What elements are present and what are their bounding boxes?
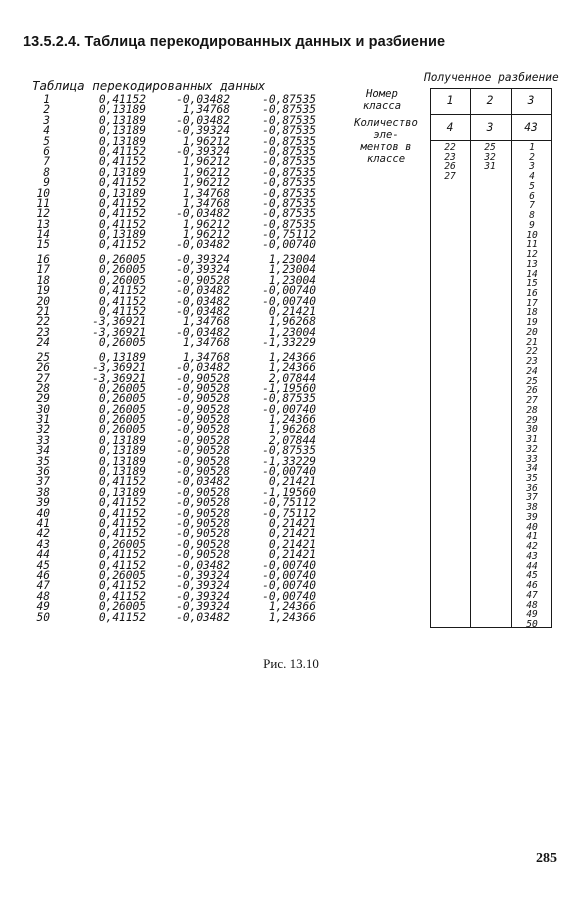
value-2: -0,03482 [176, 361, 230, 375]
class-member: 13 [526, 258, 538, 270]
value-3: 1,24366 [268, 350, 316, 364]
value-3: 1,24366 [268, 610, 316, 624]
value-2: -0,03482 [176, 305, 230, 318]
row-number: 7 [43, 155, 50, 169]
class-member: 37 [526, 492, 538, 504]
class-member: 6 [529, 190, 535, 202]
value-1: -3,36921 [92, 361, 146, 375]
class-member: 2 [529, 151, 535, 163]
class-2-count: 3 [486, 121, 494, 134]
class-member: 45 [526, 570, 538, 582]
value-3: -0,00740 [262, 589, 316, 603]
value-3: 1,24366 [268, 413, 316, 427]
value-3: -0,87535 [262, 113, 316, 127]
value-3: -0,87535 [262, 144, 316, 158]
value-1: 0,41152 [98, 207, 146, 221]
class-member: 32 [526, 443, 538, 455]
value-2: 1,34768 [182, 196, 230, 210]
class-member: 19 [526, 317, 538, 329]
row-number: 23 [36, 325, 50, 339]
figure-caption: Рис. 13.10 [263, 656, 319, 671]
value-2: -0,90528 [176, 517, 230, 530]
row-number: 50 [36, 610, 50, 624]
class-member: 39 [526, 511, 538, 523]
value-1: 0,41152 [98, 176, 146, 190]
class-member: 47 [526, 589, 538, 601]
partition-title: Полученное разбиение [424, 71, 559, 84]
class-member: 49 [526, 609, 538, 621]
value-2: -0,90528 [176, 485, 230, 499]
row-number: 28 [36, 381, 50, 395]
row-number: 8 [43, 165, 50, 179]
row-number: 40 [36, 506, 50, 520]
row-number: 38 [36, 485, 50, 499]
class-member: 26 [526, 385, 538, 397]
value-2: -0,90528 [176, 413, 230, 427]
value-2: -0,90528 [176, 433, 230, 447]
value-1: 0,41152 [98, 496, 146, 510]
value-2: -0,90528 [176, 381, 230, 395]
class-number-label [352, 88, 412, 112]
value-2: -0,03482 [176, 238, 230, 252]
value-1: 0,41152 [98, 217, 146, 231]
value-3: -0,87535 [262, 134, 316, 148]
class-member: 27 [526, 395, 538, 407]
value-3: -0,00740 [262, 465, 316, 479]
class-member: 25 [526, 375, 538, 387]
class-3-number: 3 [527, 94, 535, 107]
class-member: 36 [526, 482, 538, 494]
row-number: 11 [36, 196, 50, 210]
row-number: 22 [36, 315, 50, 329]
value-3: -0,75112 [262, 228, 316, 242]
class-1-number: 1 [446, 94, 454, 107]
row-number: 47 [36, 579, 50, 593]
class-member: 18 [526, 307, 538, 319]
row-number: 17 [36, 263, 50, 277]
class-member: 25 [484, 142, 496, 153]
class-2-members [470, 143, 510, 172]
value-1: 0,13189 [98, 485, 146, 499]
value-1: 0,13189 [98, 103, 146, 117]
value-1: 0,26005 [98, 381, 146, 395]
element-count-label-line2: ментов в классе [360, 141, 412, 165]
value-2: -0,90528 [176, 444, 230, 458]
grid-line [430, 140, 552, 141]
element-count-label [339, 117, 433, 165]
row-number: 14 [36, 228, 50, 242]
value-3: -0,87535 [262, 165, 316, 179]
value-2: 1,34768 [182, 336, 230, 350]
value-3: 1,96268 [268, 315, 316, 329]
value-2: -0,90528 [176, 392, 230, 406]
row-number: 4 [43, 124, 50, 138]
value-3: -1,33229 [262, 454, 316, 468]
value-2: -0,39324 [176, 263, 230, 277]
value-1: 0,13189 [98, 350, 146, 364]
value-1: 0,41152 [98, 610, 146, 624]
value-3: -0,87535 [262, 176, 316, 190]
class-member: 4 [529, 171, 535, 183]
value-3: -0,00740 [262, 568, 316, 582]
row-number: 31 [36, 413, 50, 427]
value-3: -0,00740 [262, 284, 316, 298]
table-row [28, 240, 328, 250]
class-member: 23 [526, 356, 538, 368]
value-3: 1,23004 [268, 263, 316, 277]
value-1: -3,36921 [92, 325, 146, 339]
value-1: 0,41152 [98, 93, 146, 106]
value-1: 0,41152 [98, 305, 146, 318]
class-member: 23 [444, 151, 456, 163]
value-1: 0,41152 [98, 144, 146, 158]
class-member: 29 [526, 414, 538, 426]
value-3: 0,21421 [268, 475, 316, 489]
value-1: 0,26005 [98, 600, 146, 614]
row-number: 30 [36, 402, 50, 416]
value-3: -0,00740 [262, 402, 316, 416]
value-2: -0,03482 [176, 284, 230, 298]
row-number: 13 [36, 217, 50, 231]
row-number: 3 [43, 113, 50, 127]
table-row [28, 610, 328, 624]
value-1: 0,13189 [98, 454, 146, 468]
value-2: -0,39324 [176, 589, 230, 603]
row-number: 34 [36, 444, 50, 458]
value-3: -0,75112 [262, 496, 316, 510]
value-3: -0,87535 [262, 124, 316, 138]
value-2: -0,39324 [176, 579, 230, 593]
value-2: 1,96212 [182, 134, 230, 148]
class-member: 34 [526, 463, 538, 475]
value-1: 0,26005 [98, 423, 146, 437]
value-2: 1,34768 [182, 350, 230, 364]
value-2: -0,90528 [176, 423, 230, 437]
value-2: 1,34768 [182, 186, 230, 200]
class-member: 35 [526, 472, 538, 484]
table-row [28, 338, 328, 348]
row-number: 16 [36, 253, 50, 267]
row-number: 48 [36, 589, 50, 603]
value-2: -0,90528 [176, 371, 230, 385]
value-1: 0,41152 [98, 475, 146, 489]
row-number: 37 [36, 475, 50, 489]
value-1: 0,41152 [98, 517, 146, 530]
row-number: 1 [43, 93, 50, 106]
row-number: 19 [36, 284, 50, 298]
value-1: 0,13189 [98, 165, 146, 179]
value-2: 1,96212 [182, 165, 230, 179]
value-3: -1,19560 [262, 485, 316, 499]
class-member: 27 [444, 171, 456, 183]
grid-line [430, 114, 552, 115]
value-2: 1,96212 [182, 155, 230, 169]
value-3: -1,33229 [262, 336, 316, 350]
row-number: 27 [36, 371, 50, 385]
class-member: 48 [526, 599, 538, 611]
value-3: 0,21421 [268, 537, 316, 551]
value-1: 0,41152 [98, 284, 146, 298]
row-number: 10 [36, 186, 50, 200]
class-member: 26 [444, 161, 456, 173]
value-3: -1,19560 [262, 381, 316, 395]
row-number: 32 [36, 423, 50, 437]
value-1: 0,13189 [98, 433, 146, 447]
value-3: -0,87535 [262, 103, 316, 117]
class-member: 8 [529, 210, 535, 222]
value-1: 0,26005 [98, 537, 146, 551]
class-member: 12 [526, 249, 538, 261]
value-2: 1,96212 [182, 228, 230, 242]
value-3: 1,96268 [268, 423, 316, 437]
value-1: 0,41152 [98, 155, 146, 169]
value-3: 1,24366 [268, 361, 316, 375]
value-3: 1,24366 [268, 600, 316, 614]
page-number: 285 [536, 851, 557, 866]
value-1: 0,26005 [98, 336, 146, 350]
row-number: 45 [36, 558, 50, 572]
row-number: 12 [36, 207, 50, 221]
row-number: 6 [43, 144, 50, 158]
value-2: -0,90528 [176, 527, 230, 541]
row-number: 35 [36, 454, 50, 468]
value-3: -0,87535 [262, 444, 316, 458]
value-2: -0,39324 [176, 568, 230, 582]
row-number: 36 [36, 465, 50, 479]
class-member: 38 [526, 502, 538, 514]
value-1: 0,41152 [98, 527, 146, 541]
class-member: 31 [484, 161, 496, 173]
value-3: 1,23004 [268, 273, 316, 287]
row-number: 41 [36, 517, 50, 530]
recoded-data-table [28, 95, 328, 623]
class-member: 9 [529, 219, 535, 231]
value-2: -0,03482 [176, 558, 230, 572]
value-1: 0,41152 [98, 506, 146, 520]
row-number: 26 [36, 361, 50, 375]
row-number: 15 [36, 238, 50, 252]
value-3: -0,75112 [262, 506, 316, 520]
value-1: 0,26005 [98, 392, 146, 406]
value-2: -0,39324 [176, 253, 230, 267]
class-member: 42 [526, 541, 538, 553]
class-member: 16 [526, 288, 538, 300]
class-member: 46 [526, 580, 538, 592]
value-2: -0,03482 [176, 93, 230, 106]
value-2: 1,96212 [182, 217, 230, 231]
value-3: -0,87535 [262, 392, 316, 406]
class-number-label-line2: класса [362, 100, 402, 112]
value-1: 0,26005 [98, 273, 146, 287]
class-member: 5 [529, 180, 535, 192]
value-2: -0,03482 [176, 207, 230, 221]
value-1: 0,41152 [98, 589, 146, 603]
value-1: 0,26005 [98, 568, 146, 582]
class-member: 24 [526, 365, 538, 377]
value-2: -0,90528 [176, 465, 230, 479]
value-2: -0,03482 [176, 294, 230, 308]
row-number: 24 [36, 336, 50, 350]
row-number: 5 [43, 134, 50, 148]
value-3: 0,21421 [268, 527, 316, 541]
row-number: 29 [36, 392, 50, 406]
value-1: 0,26005 [98, 413, 146, 427]
class-number-label-line1: Номер [366, 88, 398, 100]
value-1: -3,36921 [92, 315, 146, 329]
class-member: 30 [526, 424, 538, 436]
class-member: 3 [529, 161, 535, 173]
value-1: 0,13189 [98, 124, 146, 138]
value-2: -0,39324 [176, 600, 230, 614]
value-1: 0,13189 [98, 134, 146, 148]
value-3: -0,87535 [262, 93, 316, 106]
class-member: 31 [526, 434, 538, 446]
row-number: 43 [36, 537, 50, 551]
class-2-number: 2 [486, 94, 494, 107]
class-3-count: 43 [524, 121, 538, 134]
value-3: 0,21421 [268, 548, 316, 562]
value-3: -0,87535 [262, 155, 316, 169]
grid-line [430, 88, 552, 89]
class-member: 1 [529, 142, 535, 153]
value-2: 1,96212 [182, 176, 230, 190]
class-member: 44 [526, 560, 538, 572]
class-member: 10 [526, 229, 538, 241]
row-number: 20 [36, 294, 50, 308]
class-3-members [512, 143, 552, 630]
value-3: 1,23004 [268, 253, 316, 267]
value-2: -0,90528 [176, 537, 230, 551]
value-1: 0,41152 [98, 558, 146, 572]
class-member: 11 [526, 239, 538, 251]
row-number: 2 [43, 103, 50, 117]
class-member: 20 [526, 326, 538, 338]
value-1: 0,41152 [98, 579, 146, 593]
value-3: -0,87535 [262, 217, 316, 231]
value-2: -0,90528 [176, 506, 230, 520]
class-member: 14 [526, 268, 538, 280]
value-3: 1,23004 [268, 325, 316, 339]
value-3: -0,87535 [262, 186, 316, 200]
value-3: -0,00740 [262, 579, 316, 593]
value-2: -0,39324 [176, 124, 230, 138]
section-heading: 13.5.2.4. Таблица перекодированных данных и разбиение [23, 34, 446, 50]
value-2: -0,03482 [176, 610, 230, 624]
class-1-count: 4 [446, 121, 454, 134]
value-1: 0,41152 [98, 238, 146, 252]
value-2: -0,90528 [176, 548, 230, 562]
row-number: 33 [36, 433, 50, 447]
row-number: 39 [36, 496, 50, 510]
class-member: 28 [526, 404, 538, 416]
row-number: 44 [36, 548, 50, 562]
value-1: 0,41152 [98, 548, 146, 562]
value-2: -0,90528 [176, 496, 230, 510]
row-number: 25 [36, 350, 50, 364]
class-member: 50 [526, 618, 538, 630]
row-number: 46 [36, 568, 50, 582]
value-2: -0,03482 [176, 325, 230, 339]
value-3: -0,00740 [262, 238, 316, 252]
value-1: 0,13189 [98, 113, 146, 127]
class-member: 41 [526, 531, 538, 543]
value-1: 0,13189 [98, 186, 146, 200]
value-3: 2,07844 [268, 371, 316, 385]
row-number: 42 [36, 527, 50, 541]
value-1: -3,36921 [92, 371, 146, 385]
left-table-title: Таблица перекодированных данных [32, 78, 266, 93]
class-member: 22 [444, 142, 456, 153]
value-2: -0,03482 [176, 475, 230, 489]
value-2: 1,34768 [182, 103, 230, 117]
class-member: 33 [526, 453, 538, 465]
value-3: -0,87535 [262, 207, 316, 221]
value-3: 0,21421 [268, 517, 316, 530]
value-1: 0,26005 [98, 402, 146, 416]
class-1-members [430, 143, 470, 182]
value-2: -0,03482 [176, 113, 230, 127]
value-3: 2,07844 [268, 433, 316, 447]
class-member: 15 [526, 278, 538, 290]
row-number: 21 [36, 305, 50, 318]
value-2: -0,90528 [176, 402, 230, 416]
value-3: -0,87535 [262, 196, 316, 210]
class-member: 17 [526, 297, 538, 309]
value-1: 0,26005 [98, 253, 146, 267]
value-3: -0,00740 [262, 294, 316, 308]
value-1: 0,13189 [98, 465, 146, 479]
value-2: -0,90528 [176, 273, 230, 287]
value-1: 0,13189 [98, 444, 146, 458]
value-3: 0,21421 [268, 305, 316, 318]
element-count-label-line1: Количество эле- [354, 117, 418, 141]
value-1: 0,41152 [98, 196, 146, 210]
value-1: 0,26005 [98, 263, 146, 277]
class-member: 40 [526, 521, 538, 533]
row-number: 49 [36, 600, 50, 614]
row-number: 9 [43, 176, 50, 190]
value-1: 0,13189 [98, 228, 146, 242]
class-member: 21 [526, 336, 538, 348]
value-2: -0,39324 [176, 144, 230, 158]
value-2: -0,90528 [176, 454, 230, 468]
class-member: 43 [526, 550, 538, 562]
value-2: 1,34768 [182, 315, 230, 329]
value-1: 0,41152 [98, 294, 146, 308]
row-number: 18 [36, 273, 50, 287]
value-3: -0,00740 [262, 558, 316, 572]
class-member: 22 [526, 346, 538, 358]
class-member: 32 [484, 151, 496, 163]
class-member: 7 [529, 200, 535, 212]
